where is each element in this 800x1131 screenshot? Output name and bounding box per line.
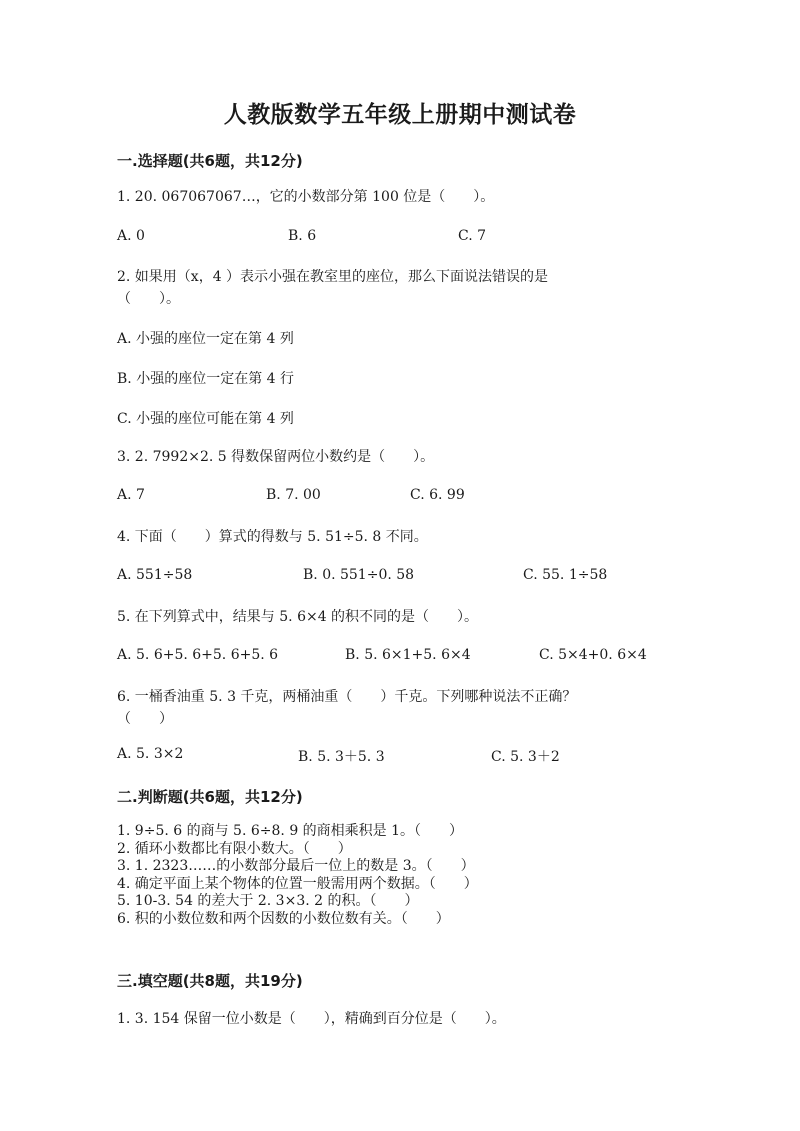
true-false-item-6: 6. 积的小数位数和两个因数的小数位数有关。（ ） [117,910,450,927]
section-heading-fill-in: 三.填空题(共8题，共19分) [117,972,303,990]
section-heading-true-false: 二.判断题(共6题，共12分) [117,788,303,806]
question-2-stem-line1: 2. 如果用（x，4 ）表示小强在教室里的座位，那么下面说法错误的是 [117,269,549,285]
true-false-item-4: 4. 确定平面上某个物体的位置一般需用两个数据。（ ） [117,875,478,892]
question-2-option-b: B. 小强的座位一定在第 4 行 [117,371,294,387]
question-1-option-a: A. 0 [117,228,145,244]
question-4-stem: 4. 下面（ ）算式的得数与 5. 51÷5. 8 不同。 [117,529,428,545]
question-6-option-a: A. 5. 3×2 [117,746,184,762]
question-3-option-b: B. 7. 00 [266,487,321,503]
question-6-stem-line2: （ ） [117,711,173,727]
question-3-option-a: A. 7 [117,487,145,503]
question-2-option-a: A. 小强的座位一定在第 4 列 [117,331,294,347]
question-6-stem [117,686,576,730]
question-5-option-a: A. 5. 6+5. 6+5. 6+5. 6 [117,647,279,663]
exam-title: 人教版数学五年级上册期中测试卷 [223,102,577,128]
true-false-item-3: 3. 1. 2323……的小数部分最后一位上的数是 3。（ ） [117,858,475,874]
question-2-stem [117,266,548,310]
true-false-item-1: 1. 9÷5. 6 的商与 5. 6÷8. 9 的商相乘积是 1。（ ） [117,823,464,839]
question-6-option-c: C. 5. 3＋2 [491,749,560,765]
question-1-option-b: B. 6 [288,228,317,244]
question-5-stem: 5. 在下列算式中，结果与 5. 6×4 的积不同的是（ ）。 [117,609,479,625]
question-1-stem: 1. 20. 067067067…，它的小数部分第 100 位是（ ）。 [117,189,495,205]
question-2-option-c: C. 小强的座位可能在第 4 列 [117,411,294,427]
question-4-option-b: B. 0. 551÷0. 58 [303,567,415,583]
question-1-option-c: C. 7 [458,228,487,244]
question-6-option-b: B. 5. 3＋5. 3 [298,749,385,765]
question-4-option-c: C. 55. 1÷58 [523,567,608,583]
fill-in-question-1: 1. 3. 154 保留一位小数是（ ），精确到百分位是（ ）。 [117,1011,506,1027]
true-false-list [117,823,478,928]
question-5-option-b: B. 5. 6×1+5. 6×4 [345,647,471,663]
true-false-item-2: 2. 循环小数都比有限小数大。（ ） [117,840,352,857]
question-2-stem-line2: （ ）。 [117,291,180,307]
question-3-option-c: C. 6. 99 [410,487,465,503]
question-6-stem-line1: 6. 一桶香油重 5. 3 千克，两桶油重（ ）千克。下列哪种说法不正确？ [117,689,577,705]
true-false-item-5: 5. 10-3. 54 的差大于 2. 3×3. 2 的积。（ ） [117,893,419,909]
question-5-option-c: C. 5×4+0. 6×4 [539,647,647,663]
question-3-stem: 3. 2. 7992×2. 5 得数保留两位小数约是（ ）。 [117,449,435,465]
question-4-option-a: A. 551÷58 [117,567,193,583]
section-heading-multiple-choice: 一.选择题(共6题，共12分) [117,152,303,170]
